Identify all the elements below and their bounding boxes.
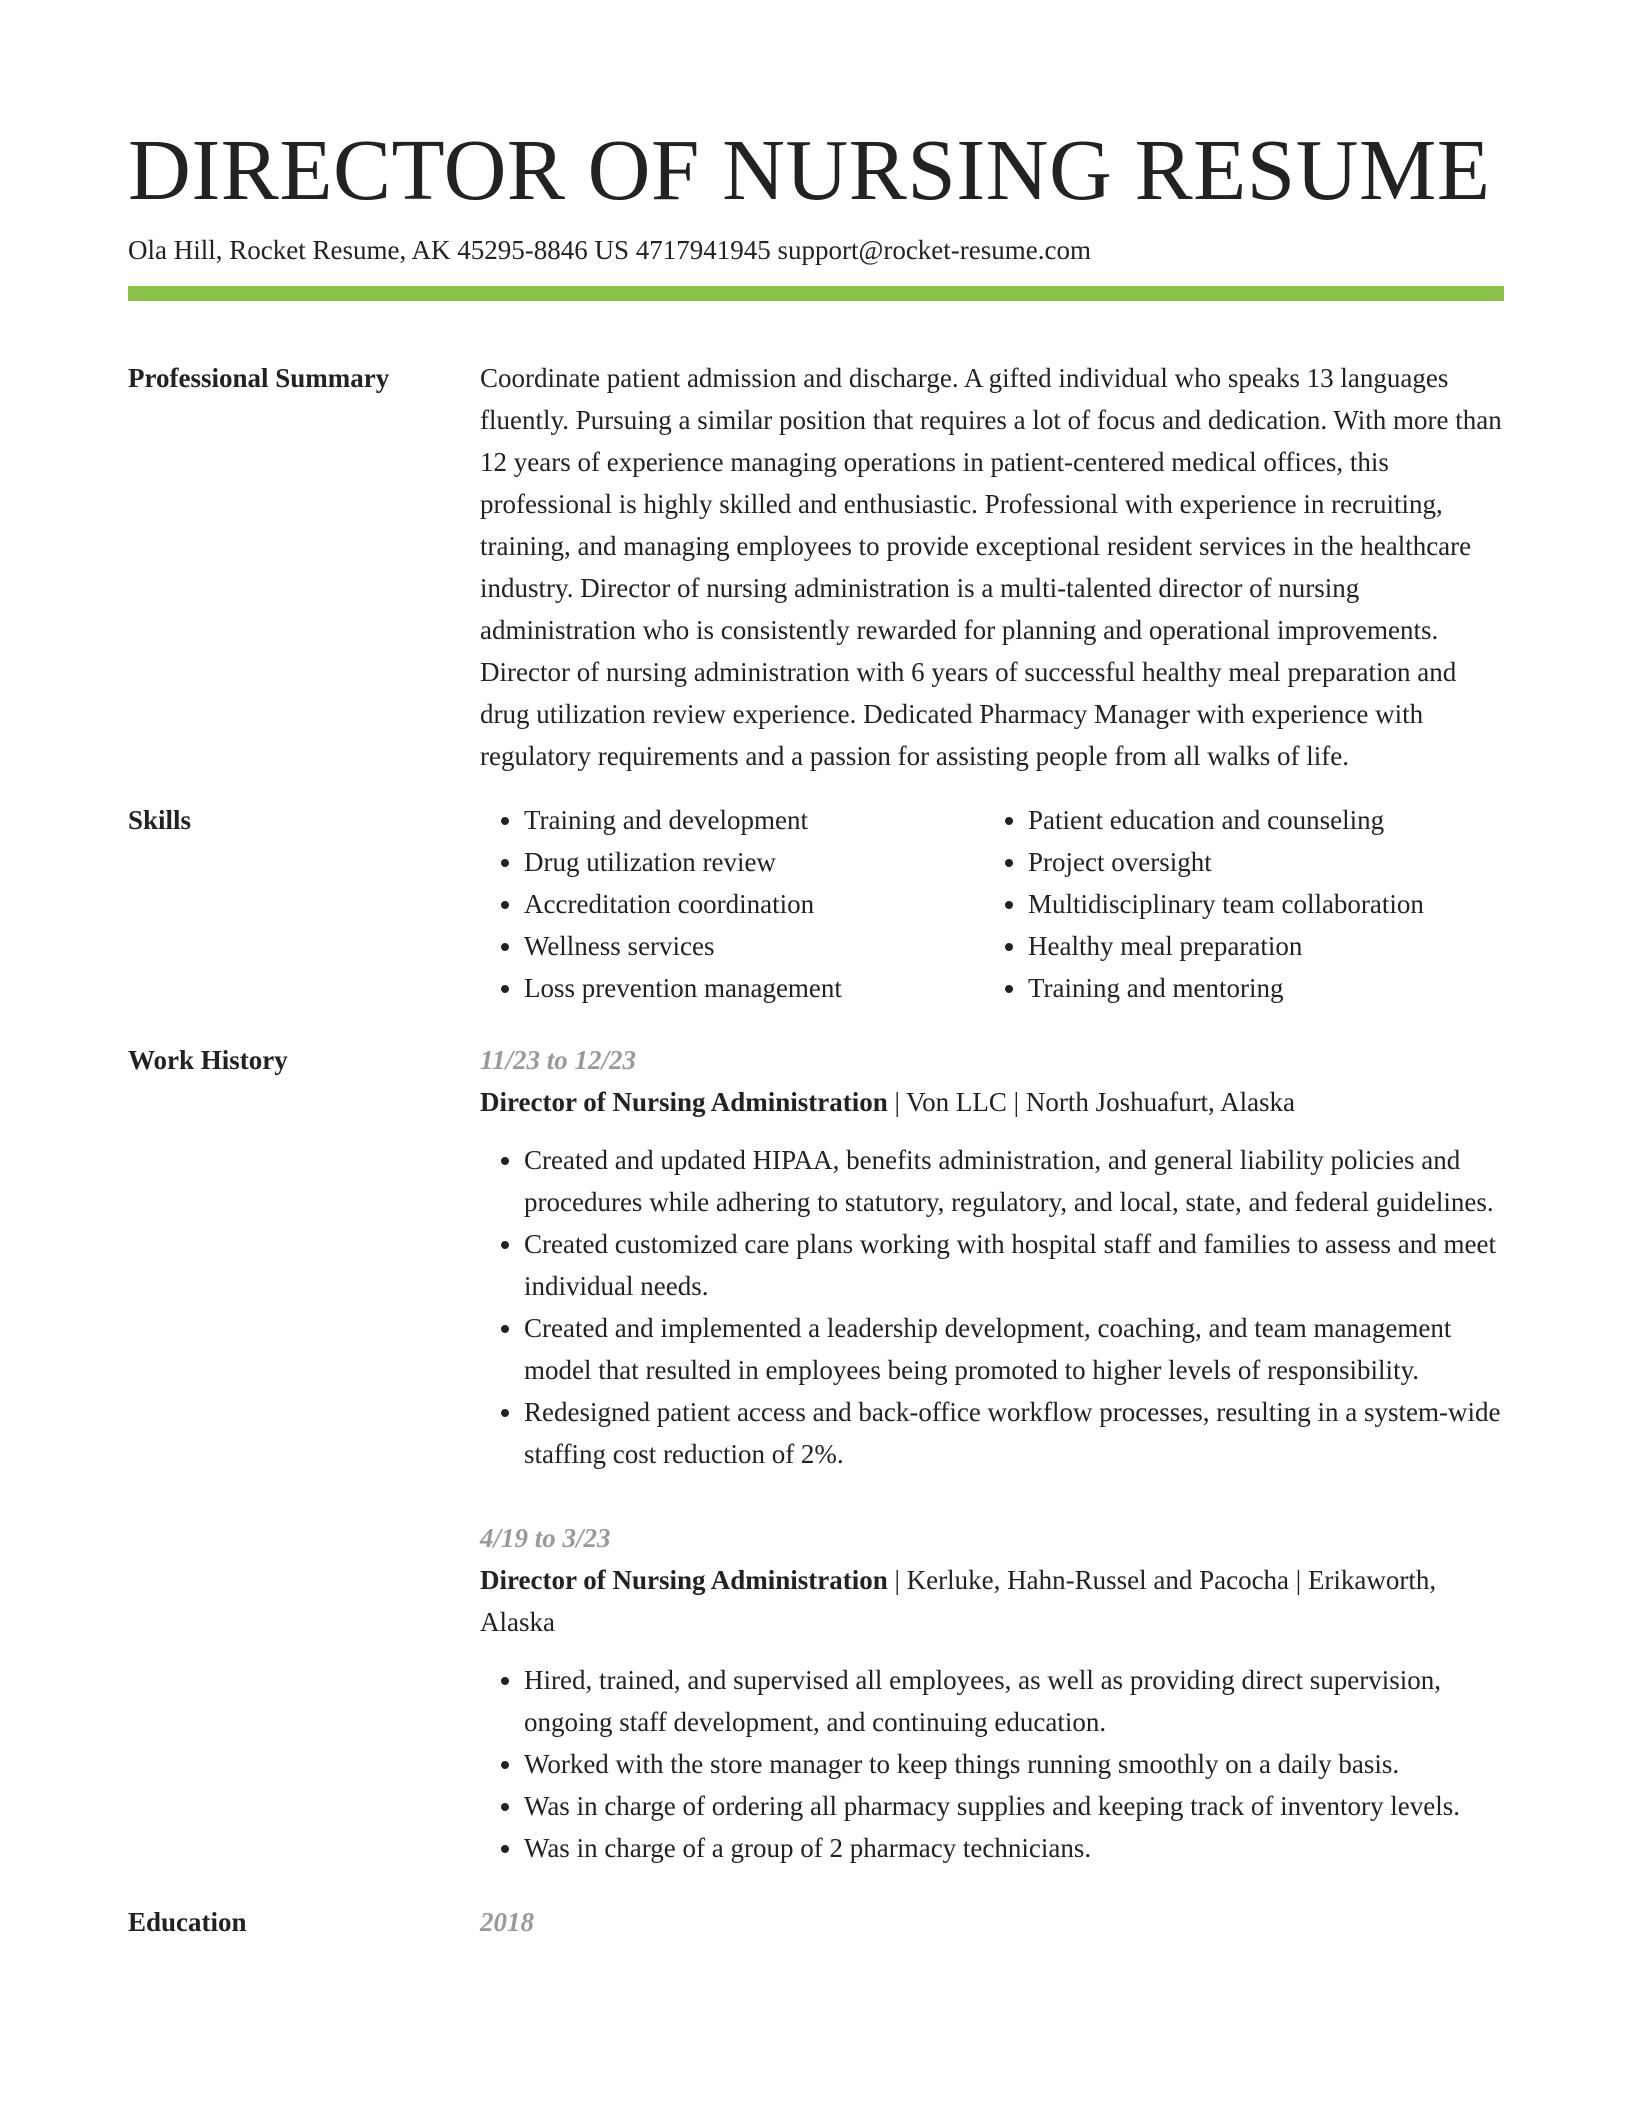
skill-item: • Training and development: [524, 799, 984, 841]
duty-item: • Created and implemented a leadership development, coaching, and team management model that resulted in employees being promoted to higher levels of responsibility.: [524, 1307, 1504, 1391]
work-history-section: [128, 1039, 1504, 1869]
skill-item: • Wellness services: [524, 925, 984, 967]
skills-section: [128, 799, 1504, 1009]
job-details: | Von LLC | North Joshuafurt, Alaska: [887, 1087, 1296, 1117]
duty-item: • Was in charge of a group of 2 pharmacy technicians.: [524, 1827, 1504, 1869]
duty-item: • Worked with the store manager to keep things running smoothly on a daily basis.: [524, 1743, 1504, 1785]
duty-item: • Hired, trained, and supervised all employees, as well as providing direct supervision, ongoing staff development, and continuing education.: [524, 1659, 1504, 1743]
job-duties: [480, 1139, 1504, 1475]
job-title: Director of Nursing Administration: [480, 1087, 888, 1117]
resume-page: [128, 0, 1504, 1943]
duty-item: • Redesigned patient access and back-office workflow processes, resulting in a system-wide staffing cost reduction of 2%.: [524, 1391, 1504, 1475]
job-entry: [480, 1039, 1504, 1475]
skills-list-left: [480, 799, 984, 1009]
skill-item: • Training and mentoring: [1028, 967, 1488, 1009]
skill-item: • Drug utilization review: [524, 841, 984, 883]
skill-item: • Healthy meal preparation: [1028, 925, 1488, 967]
education-date: 2018: [480, 1907, 534, 1937]
education-section: [128, 1901, 1504, 1943]
contact-line: Ola Hill, Rocket Resume, AK 45295-8846 US 4717941945 support@rocket-resume.com: [128, 235, 1091, 265]
duty-item: • Was in charge of ordering all pharmacy supplies and keeping track of inventory levels.: [524, 1785, 1504, 1827]
section-label-work: Work History: [128, 1045, 288, 1075]
skill-item: • Patient education and counseling: [1028, 799, 1488, 841]
skill-item: • Multidisciplinary team collaboration: [1028, 883, 1488, 925]
skill-item: • Accreditation coordination: [524, 883, 984, 925]
summary-text: Coordinate patient admission and discharge. A gifted individual who speaks 13 languages fluently. Pursuing a similar position that requires a lot of focus and dedication. With more than 12 years of experience managing operations in patient-centered medical offices, this professional is highly skilled and enthusiastic. Professional with experience in recruiting, training, and managing employees to provide exceptional resident services in the healthcare industry. Director of nursing administration is a multi-talented director of nursing administration who is consistently rewarded for planning and operational improvements. Director of nursing administration with 6 years of successful healthy meal preparation and drug utilization review experience. Dedicated Pharmacy Manager with experience with regulatory requirements and a passion for assisting people from all walks of life.: [480, 363, 1502, 771]
section-label-skills: Skills: [128, 805, 192, 835]
duty-item: • Created and updated HIPAA, benefits administration, and general liability policies and procedures while adhering to statutory, regulatory, and local, state, and federal guidelines.: [524, 1139, 1504, 1223]
duty-item: • Created customized care plans working with hospital staff and families to assess and meet individual needs.: [524, 1223, 1504, 1307]
accent-divider: [128, 286, 1504, 301]
job-details: | Kerluke, Hahn-Russel and Pacocha | Erikaworth, Alaska: [480, 1565, 1437, 1637]
job-entry: [480, 1517, 1504, 1869]
section-label-education: Education: [128, 1907, 247, 1937]
job-date: 4/19 to 3/23: [480, 1523, 611, 1553]
skill-item: • Loss prevention management: [524, 967, 984, 1009]
resume-title: DIRECTOR OF NURSING RESUME: [128, 121, 1491, 218]
skills-list-right: [984, 799, 1488, 1009]
summary-section: [128, 357, 1504, 777]
job-header: [480, 1559, 1504, 1643]
skill-item: • Project oversight: [1028, 841, 1488, 883]
job-header: [480, 1081, 1504, 1123]
section-label-summary: Professional Summary: [128, 363, 390, 393]
job-date: 11/23 to 12/23: [480, 1045, 637, 1075]
job-title: Director of Nursing Administration: [480, 1565, 888, 1595]
job-duties: [480, 1659, 1504, 1869]
